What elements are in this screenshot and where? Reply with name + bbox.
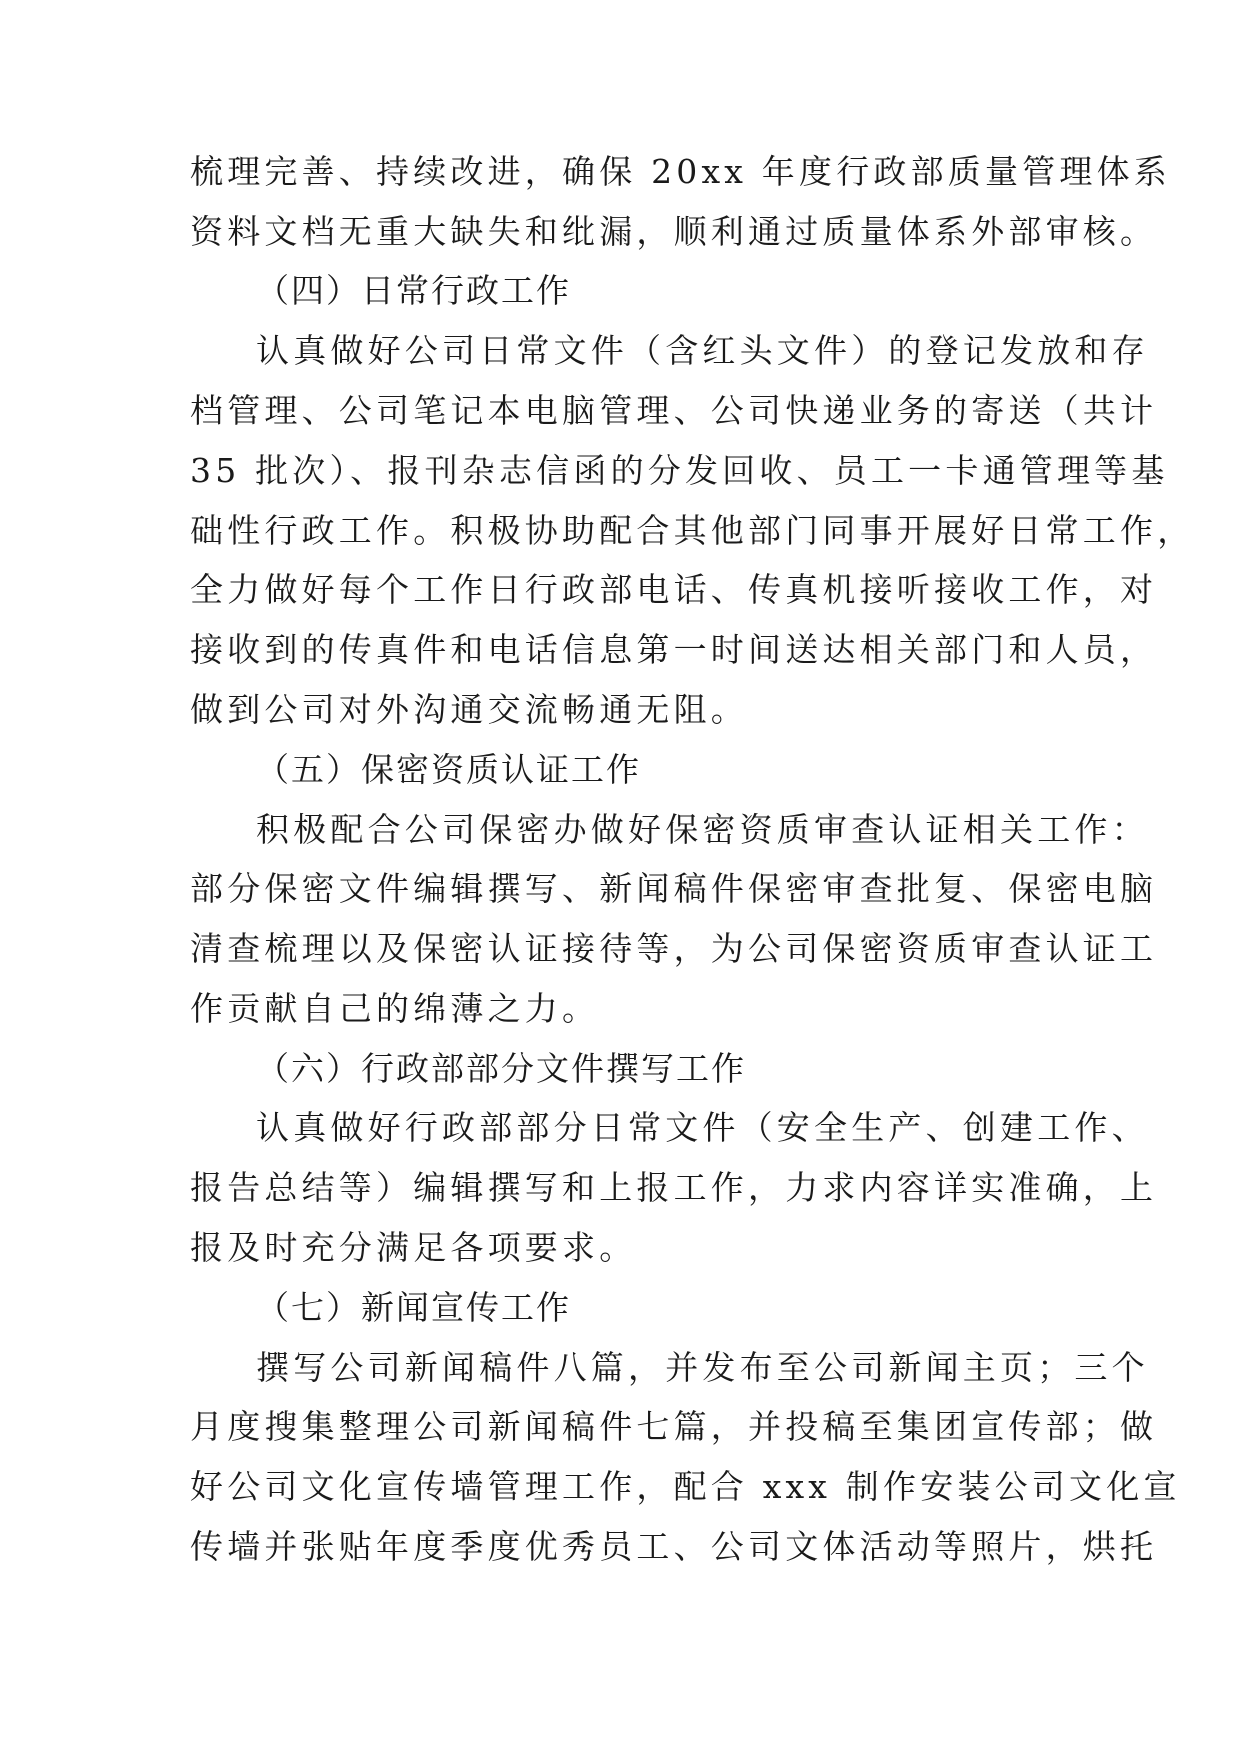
paragraph-line: 撰写公司新闻稿件八篇，并发布至公司新闻主页；三个 [256, 1348, 1149, 1387]
section-heading-6: （六）行政部部分文件撰写工作 [256, 1049, 746, 1088]
paragraph-line: 好公司文化宣传墙管理工作，配合 xxx 制作安装公司文化宣 [190, 1467, 1181, 1506]
paragraph-line: 做到公司对外沟通交流畅通无阻。 [190, 690, 748, 729]
paragraph-line: 接收到的传真件和电话信息第一时间送达相关部门和人员， [190, 630, 1158, 669]
section-heading-5: （五）保密资质认证工作 [256, 750, 641, 789]
paragraph-line: 清查梳理以及保密认证接待等，为公司保密资质审查认证工 [190, 929, 1158, 968]
paragraph-line: 积极配合公司保密办做好保密资质审查认证相关工作： [256, 810, 1149, 849]
paragraph-line: 础性行政工作。积极协助配合其他部门同事开展好日常工作， [190, 511, 1195, 550]
paragraph-line: 报及时充分满足各项要求。 [190, 1228, 637, 1267]
paragraph-line: 部分保密文件编辑撰写、新闻稿件保密审查批复、保密电脑 [190, 869, 1158, 908]
paragraph-line: 传墙并张贴年度季度优秀员工、公司文体活动等照片，烘托 [190, 1527, 1158, 1566]
paragraph-line: 报告总结等）编辑撰写和上报工作，力求内容详实准确，上 [190, 1168, 1158, 1207]
paragraph-line: 35 批次）、报刊杂志信函的分发回收、员工一卡通管理等基 [190, 451, 1169, 490]
section-heading-4: （四）日常行政工作 [256, 271, 571, 310]
paragraph-line: 全力做好每个工作日行政部电话、传真机接听接收工作，对 [190, 570, 1158, 609]
paragraph-line: 资料文档无重大缺失和纰漏，顺利通过质量体系外部审核。 [190, 212, 1158, 251]
paragraph-line: 认真做好公司日常文件（含红头文件）的登记发放和存 [256, 331, 1149, 370]
paragraph-line: 月度搜集整理公司新闻稿件七篇，并投稿至集团宣传部；做 [190, 1407, 1158, 1446]
section-heading-7: （七）新闻宣传工作 [256, 1288, 571, 1327]
paragraph-line: 作贡献自己的绵薄之力。 [190, 989, 600, 1028]
paragraph-line: 认真做好行政部部分日常文件（安全生产、创建工作、 [256, 1108, 1149, 1147]
paragraph-line: 梳理完善、持续改进，确保 20xx 年度行政部质量管理体系 [190, 152, 1171, 191]
paragraph-line: 档管理、公司笔记本电脑管理、公司快递业务的寄送（共计 [190, 391, 1158, 430]
